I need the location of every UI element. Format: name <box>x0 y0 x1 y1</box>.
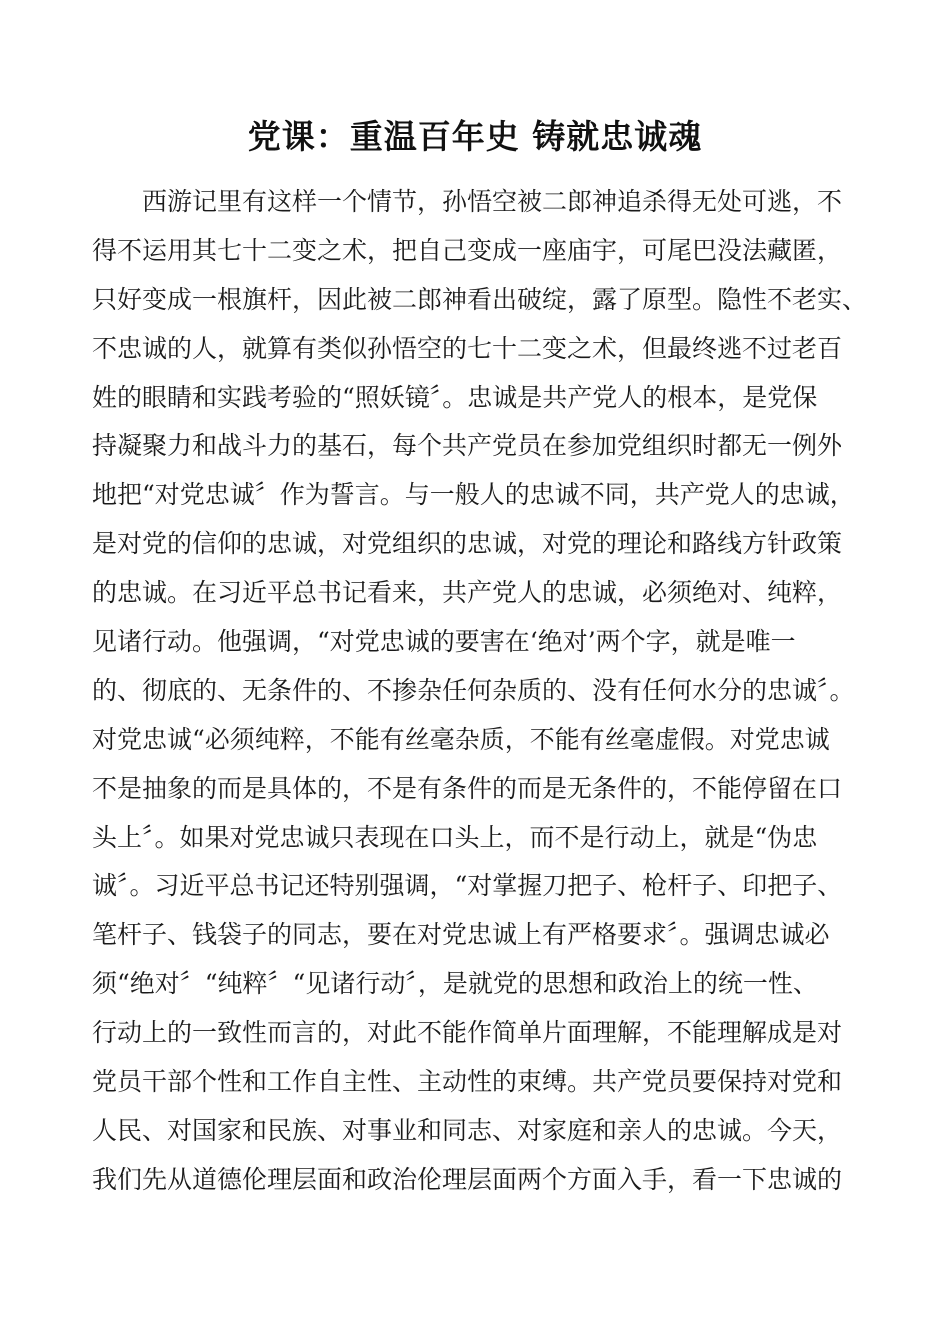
body-line: 党员干部个性和工作自主性、主动性的束缚。共产党员要保持对党和 <box>92 1067 843 1097</box>
body-line: 见诸行动。他强调，“对党忠诚的要害在‘绝对’两个字，就是唯一 <box>92 627 796 657</box>
body-line: 地把“对党忠诚〞作为誓言。与一般人的忠诚不同，共产党人的忠诚， <box>92 480 855 510</box>
body-line: 笔杆子、钱袋子的同志，要在对党忠诚上有严格要求〞。强调忠诚必 <box>92 920 830 950</box>
body-line: 持凝聚力和战斗力的基石，每个共产党员在参加党组织时都无一例外 <box>92 431 843 461</box>
body-line: 我们先从道德伦理层面和政治伦理层面两个方面入手，看一下忠诚的 <box>92 1164 843 1194</box>
body-line: 得不运用其七十二变之术，把自己变成一座庙宇，可尾巴没法藏匿， <box>92 235 843 265</box>
body-line: 是对党的信仰的忠诚，对党组织的忠诚，对党的理论和路线方针政策 <box>92 529 843 559</box>
body-line: 对党忠诚“必须纯粹，不能有丝毫杂质，不能有丝毫虚假。对党忠诚 <box>92 724 830 754</box>
body-line: 须“绝对〞“纯粹〞“见诸行动〞，是就党的思想和政治上的统一性、 <box>92 969 818 999</box>
body-line: 姓的眼睛和实践考验的“照妖镜〞。忠诚是共产党人的根本，是党保 <box>92 382 818 412</box>
body-line: 人民、对国家和民族、对事业和同志、对家庭和亲人的忠诚。今天， <box>92 1115 843 1145</box>
body-line: 不是抽象的而是具体的，不是有条件的而是无条件的，不能停留在口 <box>92 773 843 803</box>
body-line: 西游记里有这样一个情节，孙悟空被二郎神追杀得无处可逃，不 <box>142 187 843 216</box>
document-body <box>92 178 872 1205</box>
body-line: 的、彻底的、无条件的、不掺杂任何杂质的、没有任何水分的忠诚〞。 <box>92 675 855 705</box>
body-line: 不忠诚的人，就算有类似孙悟空的七十二变之术，但最终逃不过老百 <box>92 333 843 363</box>
body-line: 的忠诚。在习近平总书记看来，共产党人的忠诚，必须绝对、纯粹， <box>92 578 843 608</box>
body-line: 只好变成一根旗杆，因此被二郎神看出破绽，露了原型。隐性不老实、 <box>92 284 868 314</box>
body-line: 头上〞。如果对党忠诚只表现在口头上，而不是行动上，就是“伪忠 <box>92 822 818 852</box>
body-line: 行动上的一致性而言的，对此不能作简单片面理解，不能理解成是对 <box>92 1018 843 1048</box>
document-title: 党课：重温百年史 铸就忠诚魂 <box>247 117 703 156</box>
body-line: 诚〞。习近平总书记还特别强调，“对掌握刀把子、枪杆子、印把子、 <box>92 871 843 901</box>
